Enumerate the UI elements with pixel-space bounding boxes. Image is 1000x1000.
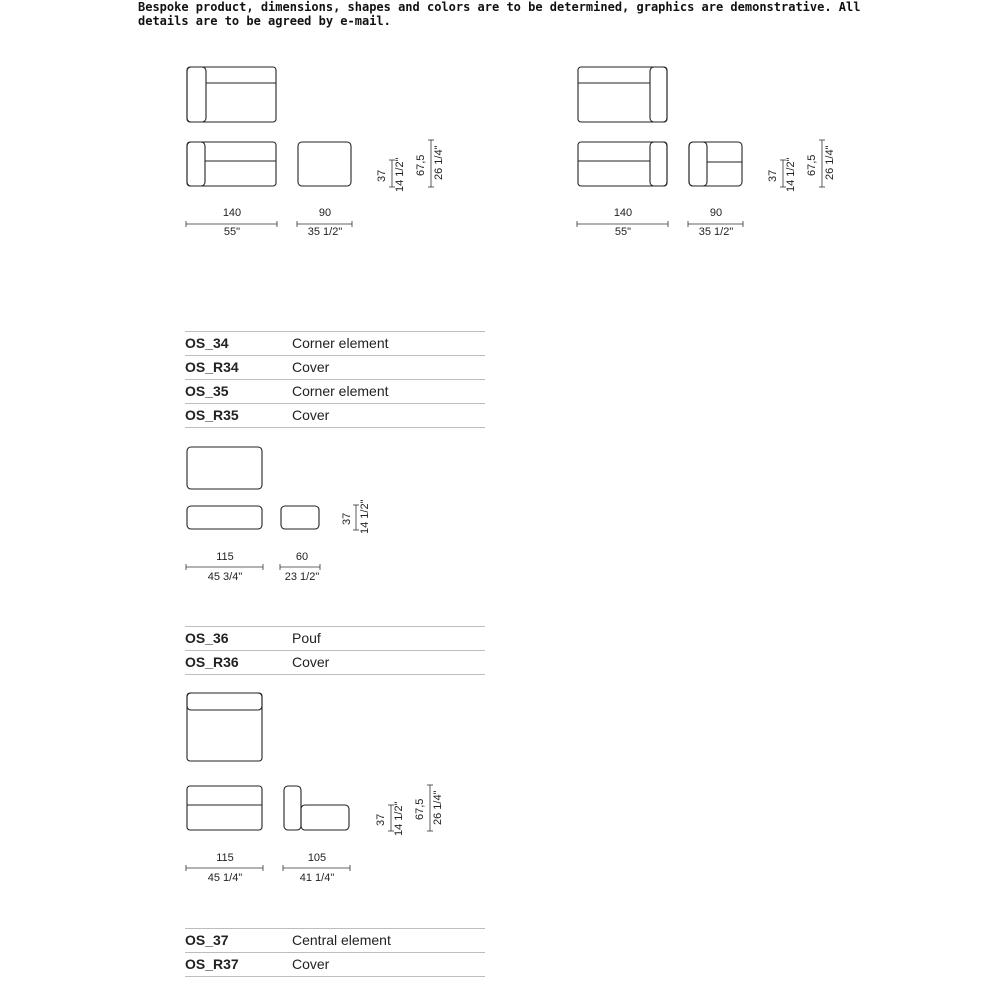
os37-width-in: 45 1/4" [207,872,243,884]
product-code: OS_R34 [185,359,239,375]
os34-total-height-cm: 67,5 [415,154,427,176]
product-description: Central element [292,932,391,948]
group2-product-table [185,626,485,675]
os34-depth-cm: 90 [318,207,332,219]
os37-depth-cm: 105 [307,852,327,864]
os36-height-cm: 37 [341,512,353,525]
os35-top-view [578,67,667,122]
os37-side-view [284,786,349,830]
os36-depth-cm: 60 [295,551,309,563]
os37-total-height-in: 26 1/4" [432,790,444,825]
group3-product-table [185,928,485,977]
product-code: OS_R36 [185,654,239,670]
product-code: OS_R35 [185,407,239,423]
os34-side-view [298,142,351,186]
table-row [185,650,485,675]
os35-width-in: 55" [614,226,632,238]
os37-front-view [187,786,262,830]
product-code: OS_35 [185,383,229,399]
os35-width-cm: 140 [613,207,633,219]
os35-depth-in: 35 1/2" [698,226,734,238]
os35-side-view [689,142,742,186]
os36-width-cm: 115 [216,551,234,563]
os36-height-in: 14 1/2" [359,499,371,534]
os34-total-height-in: 26 1/4" [433,145,445,180]
table-row [185,626,485,650]
os34-depth-in: 35 1/2" [307,226,343,238]
os37-total-height-cm: 67,5 [414,798,426,820]
os34-top-view [187,67,276,122]
table-row [185,928,485,952]
os37-seat-height-cm: 37 [375,813,387,826]
os35-seat-height-cm: 37 [767,169,779,182]
os35-total-height-in: 26 1/4" [824,145,836,180]
os35-depth-cm: 90 [709,207,723,219]
os36-width-in: 45 3/4" [207,571,243,583]
group1-product-table [185,331,485,428]
os36-depth-in: 23 1/2" [284,571,320,583]
os34-width-cm: 140 [222,207,242,219]
os37-depth-in: 41 1/4" [299,872,335,884]
os34-seat-height-cm: 37 [376,169,388,182]
table-row [185,952,485,977]
os36-top-view [187,447,262,489]
table-row [185,379,485,403]
table-row [185,355,485,379]
os34-width-in: 55" [223,226,241,238]
os34-seat-height-in: 14 1/2" [394,157,406,192]
product-description: Cover [292,407,330,423]
product-description: Corner element [292,335,389,351]
os35-total-height-cm: 67,5 [806,154,818,176]
product-code: OS_37 [185,932,229,948]
product-code: OS_R37 [185,956,239,972]
os37-top-view [187,693,262,761]
os36-side-view [281,506,319,529]
table-row [185,403,485,428]
os37-width-cm: 115 [216,852,234,864]
product-description: Cover [292,654,330,670]
product-description: Cover [292,956,330,972]
product-code: OS_36 [185,630,229,646]
os35-front-view [578,142,667,186]
os36-front-view [187,506,262,529]
table-row [185,331,485,355]
os37-seat-height-in: 14 1/2" [393,801,405,836]
product-description: Corner element [292,383,389,399]
product-code: OS_34 [185,335,229,351]
os35-seat-height-in: 14 1/2" [785,157,797,192]
disclaimer-notice: Bespoke product, dimensions, shapes and colors are to be determined, graphics are demonstrative. All details are to be agreed by e-mail. [138,0,861,28]
product-description: Pouf [292,630,321,646]
product-description: Cover [292,359,330,375]
os34-front-view [187,142,276,186]
